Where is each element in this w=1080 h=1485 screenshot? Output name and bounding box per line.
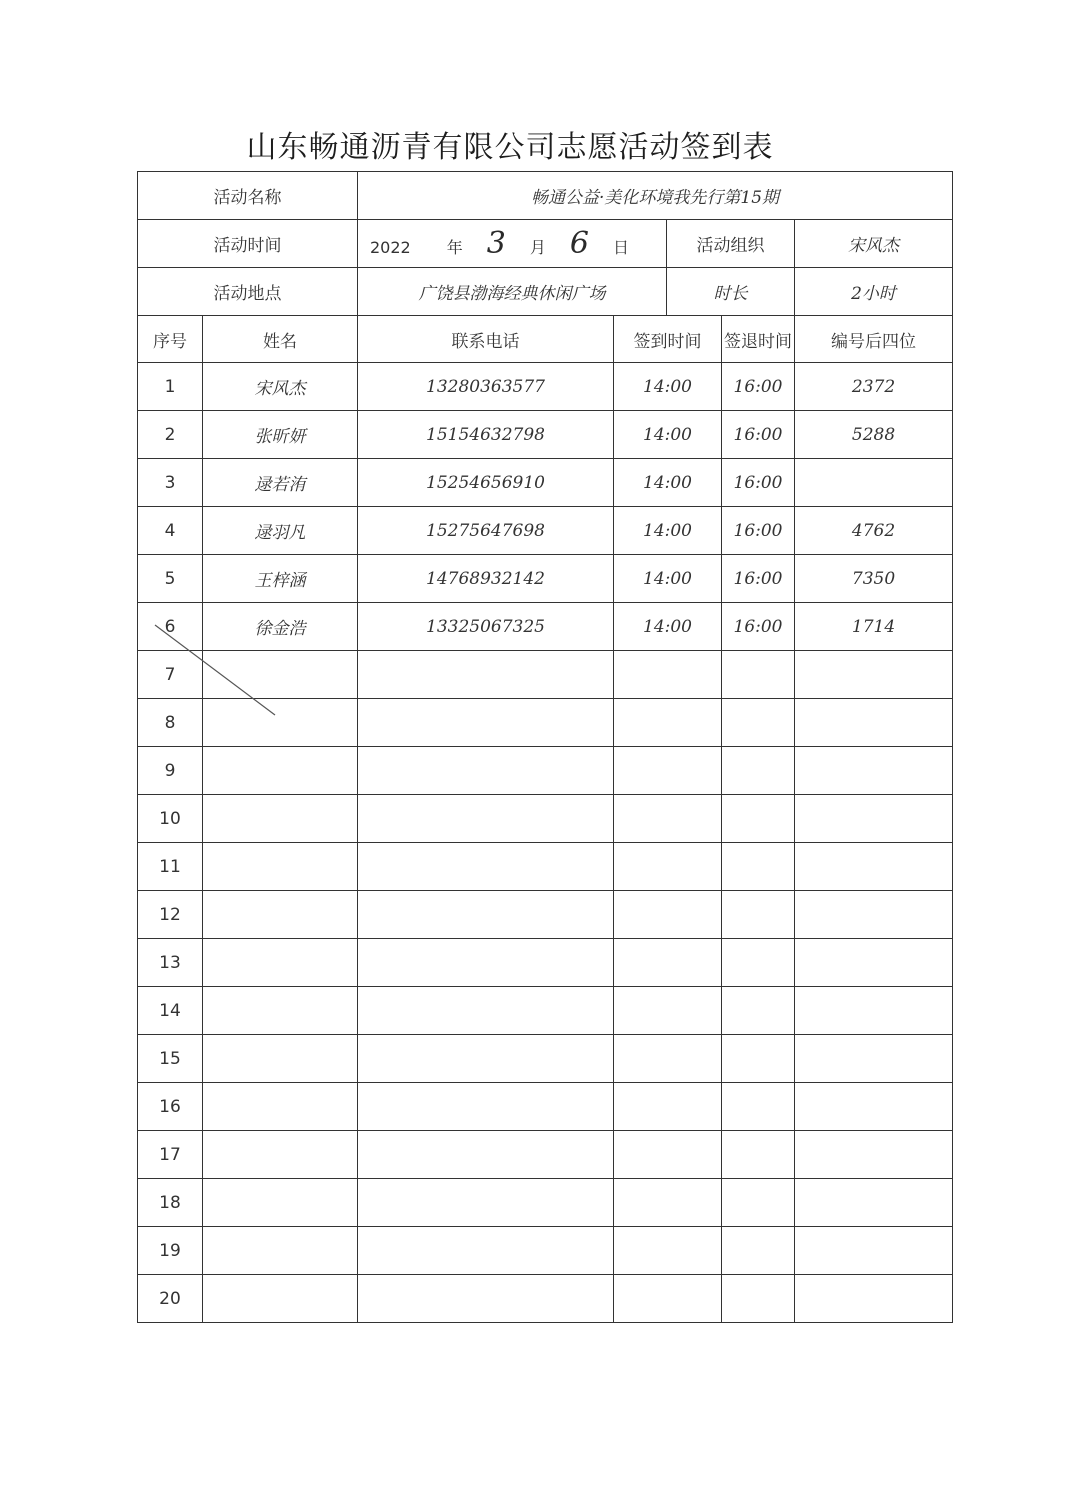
table-row (138, 1275, 953, 1323)
row-no: 5 (138, 555, 203, 603)
row-name (203, 1179, 358, 1227)
row-sign-out: 16:00 (722, 363, 795, 411)
header-phone: 联系电话 (358, 316, 614, 363)
row-name (203, 1275, 358, 1323)
row-sign-out (722, 1035, 795, 1083)
row-name: 徐金浩 (203, 603, 358, 651)
row-name (203, 1035, 358, 1083)
row-code (795, 699, 953, 747)
location-value: 广饶县渤海经典休闲广场 (358, 268, 667, 316)
organizer-label: 活动组织 (667, 220, 795, 268)
row-no: 19 (138, 1227, 203, 1275)
row-phone (358, 987, 614, 1035)
table-row (138, 1227, 953, 1275)
row-sign-in (614, 795, 722, 843)
row-sign-out (722, 939, 795, 987)
table-row (138, 795, 953, 843)
row-sign-out (722, 651, 795, 699)
row-code: 5288 (795, 411, 953, 459)
row-no: 1 (138, 363, 203, 411)
header-name: 姓名 (203, 316, 358, 363)
row-code (795, 1179, 953, 1227)
table-header-row (138, 316, 953, 363)
table-row (138, 747, 953, 795)
row-sign-out: 16:00 (722, 603, 795, 651)
row-code: 1714 (795, 603, 953, 651)
row-sign-in: 14:00 (614, 459, 722, 507)
row-no: 7 (138, 651, 203, 699)
row-sign-in: 14:00 (614, 411, 722, 459)
row-sign-in (614, 1275, 722, 1323)
row-sign-out: 16:00 (722, 507, 795, 555)
row-no: 17 (138, 1131, 203, 1179)
activity-name-label: 活动名称 (138, 172, 358, 220)
row-code (795, 987, 953, 1035)
row-sign-out (722, 1083, 795, 1131)
row-sign-out (722, 699, 795, 747)
row-phone (358, 891, 614, 939)
row-no: 15 (138, 1035, 203, 1083)
row-code: 2372 (795, 363, 953, 411)
row-phone (358, 1083, 614, 1131)
row-name (203, 891, 358, 939)
row-name: 逯若洧 (203, 459, 358, 507)
row-phone (358, 1131, 614, 1179)
row-code (795, 1131, 953, 1179)
row-sign-out (722, 1131, 795, 1179)
table-row (138, 555, 953, 603)
row-code (795, 1227, 953, 1275)
row-code (795, 843, 953, 891)
row-name (203, 1083, 358, 1131)
header-code: 编号后四位 (795, 316, 953, 363)
table-row (138, 1035, 953, 1083)
row-sign-in (614, 891, 722, 939)
row-code (795, 1083, 953, 1131)
page-title: 山东畅通沥青有限公司志愿活动签到表 (246, 130, 774, 165)
row-sign-in (614, 1179, 722, 1227)
table-row (138, 507, 953, 555)
row-no: 13 (138, 939, 203, 987)
row-code (795, 891, 953, 939)
row-phone (358, 699, 614, 747)
header-no: 序号 (138, 316, 203, 363)
row-phone (358, 1035, 614, 1083)
duration-label: 时长 (667, 268, 795, 316)
date-year-unit: 年 (446, 238, 463, 257)
row-code (795, 795, 953, 843)
row-name: 逯羽凡 (203, 507, 358, 555)
table-row (138, 1179, 953, 1227)
row-phone: 13325067325 (358, 603, 614, 651)
row-sign-in: 14:00 (614, 603, 722, 651)
row-phone (358, 939, 614, 987)
row-sign-in: 14:00 (614, 507, 722, 555)
row-no: 6 (138, 603, 203, 651)
row-no: 10 (138, 795, 203, 843)
row-phone (358, 1275, 614, 1323)
row-name (203, 987, 358, 1035)
row-code (795, 1035, 953, 1083)
location-label: 活动地点 (138, 268, 358, 316)
row-phone (358, 843, 614, 891)
row-phone (358, 1227, 614, 1275)
table-row (138, 843, 953, 891)
row-sign-out (722, 747, 795, 795)
row-no: 16 (138, 1083, 203, 1131)
row-phone (358, 1179, 614, 1227)
row-no: 11 (138, 843, 203, 891)
row-no: 4 (138, 507, 203, 555)
row-code: 7350 (795, 555, 953, 603)
row-name (203, 747, 358, 795)
row-sign-out: 16:00 (722, 459, 795, 507)
row-sign-in (614, 651, 722, 699)
table-row (138, 363, 953, 411)
row-name: 王梓涵 (203, 555, 358, 603)
activity-time-label: 活动时间 (138, 220, 358, 268)
table-row (138, 987, 953, 1035)
row-sign-in (614, 1083, 722, 1131)
row-sign-in (614, 747, 722, 795)
row-sign-in (614, 843, 722, 891)
row-phone (358, 747, 614, 795)
row-phone: 13280363577 (358, 363, 614, 411)
row-sign-out: 16:00 (722, 555, 795, 603)
row-no: 18 (138, 1179, 203, 1227)
row-no: 3 (138, 459, 203, 507)
row-sign-out: 16:00 (722, 411, 795, 459)
row-phone: 14768932142 (358, 555, 614, 603)
row-name (203, 795, 358, 843)
row-sign-out (722, 1275, 795, 1323)
row-code (795, 651, 953, 699)
row-name (203, 843, 358, 891)
row-sign-in (614, 1035, 722, 1083)
row-phone: 15154632798 (358, 411, 614, 459)
row-sign-in (614, 939, 722, 987)
row-code (795, 1275, 953, 1323)
row-sign-out (722, 843, 795, 891)
activity-name-row (138, 172, 953, 220)
row-sign-out (722, 891, 795, 939)
table-row (138, 1131, 953, 1179)
row-sign-in (614, 699, 722, 747)
activity-time-row (138, 220, 953, 268)
row-phone (358, 795, 614, 843)
row-sign-out (722, 1227, 795, 1275)
row-phone (358, 651, 614, 699)
strike-through-mark (150, 620, 280, 720)
row-no: 14 (138, 987, 203, 1035)
row-no: 2 (138, 411, 203, 459)
row-name: 宋风杰 (203, 363, 358, 411)
date-day-unit: 日 (612, 238, 629, 257)
row-code (795, 747, 953, 795)
row-phone: 15275647698 (358, 507, 614, 555)
row-sign-in: 14:00 (614, 363, 722, 411)
row-no: 9 (138, 747, 203, 795)
row-no: 20 (138, 1275, 203, 1323)
date-day: 6 (569, 226, 589, 261)
header-sign-in: 签到时间 (614, 316, 722, 363)
row-no: 8 (138, 699, 203, 747)
activity-location-row (138, 268, 953, 316)
row-name (203, 1131, 358, 1179)
row-name: 张昕妍 (203, 411, 358, 459)
date-month-unit: 月 (529, 238, 546, 257)
row-name (203, 939, 358, 987)
activity-name-value: 畅通公益·美化环境我先行第15期 (358, 172, 953, 220)
row-sign-in (614, 1131, 722, 1179)
row-sign-in: 14:00 (614, 555, 722, 603)
organizer-value: 宋风杰 (795, 220, 953, 268)
row-name (203, 1227, 358, 1275)
row-sign-in (614, 1227, 722, 1275)
sign-in-table (137, 171, 953, 1323)
table-row (138, 891, 953, 939)
date-year: 2022 (370, 238, 411, 257)
table-row (138, 1083, 953, 1131)
row-sign-out (722, 795, 795, 843)
row-code (795, 939, 953, 987)
header-sign-out: 签退时间 (722, 316, 795, 363)
duration-value: 2小时 (795, 268, 953, 316)
table-row (138, 411, 953, 459)
activity-date (358, 220, 667, 268)
row-sign-out (722, 987, 795, 1035)
date-month: 3 (486, 226, 506, 261)
row-code: 4762 (795, 507, 953, 555)
table-body (138, 363, 953, 1323)
table-row (138, 939, 953, 987)
row-code (795, 459, 953, 507)
row-sign-out (722, 1179, 795, 1227)
row-phone: 15254656910 (358, 459, 614, 507)
table-row (138, 459, 953, 507)
row-no: 12 (138, 891, 203, 939)
row-sign-in (614, 987, 722, 1035)
